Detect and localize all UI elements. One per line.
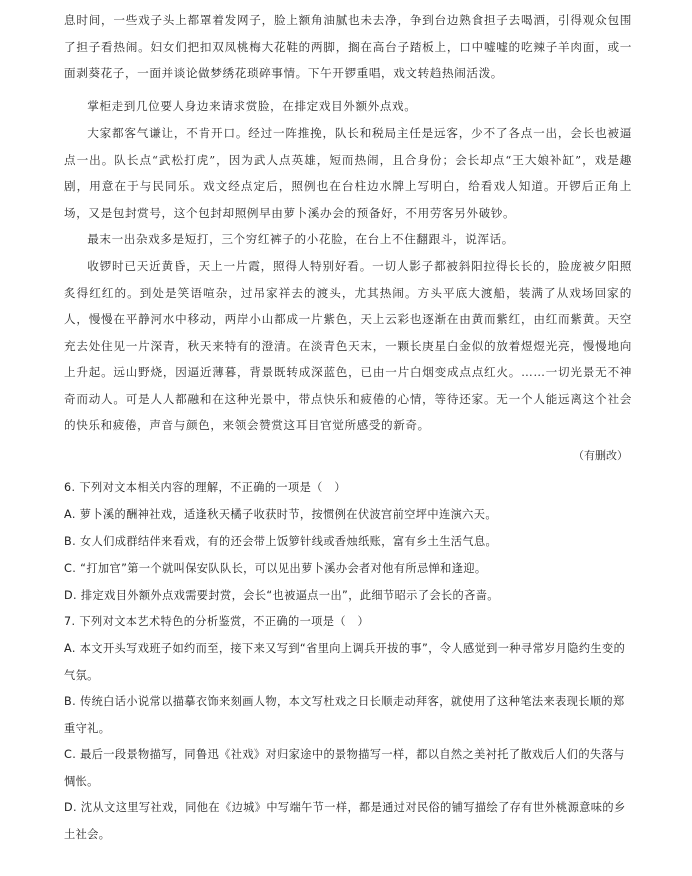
passage-paragraph-3: 大家都客气谦让，不肯开口。经过一阵推挽，队长和税局主任是远客，少不了各点一出，会长也被逼点一出。队长点“武松打虎”，因为武人点英雄，短而热闹，且合身份；会长却点“王大娘补缸”，戏是趣剧，用意在于与民同乐。戏文经点定后，照例也在台柱边水牌上写明白，给看戏人知道。开锣后正角上场，又是包封赏号，这个包封却照例早由萝卜溪办会的预备好，不用劳客另外破钞。 — [64, 126, 632, 220]
passage-paragraph-5: 收锣时已天近黄昏，天上一片霞，照得人特别好看。一切人影子都被斜阳拉得长长的，脸庞被夕阳照炙得红红的。到处是笑语喧杂，过吊家祥去的渡头，尤其热闹。方头平底大渡船，装满了从戏场回家的人，慢慢在平静河水中移动，两岸小山都成一片紫色，天上云彩也逐渐在由黄而紫红，由红而紫黄。天空充去处住见一片深青，秋天来特有的澄清。在淡青色天末，一颗长庚星白金似的放着煜煜光亮，慢慢地向上升起。远山野烧，因逼近薄暮，背景既转成深蓝色，已由一片白烟变成点点红火。……一切光景无不神奇而动人。可是人人都融和在这种光景中，带点快乐和疲倦的心情，等待还家。无一个人能远离这个社会的快乐和疲倦，声音与颜色，来领会赞赏这耳目官觉所感受的新奇。 — [64, 259, 632, 432]
question-7-option-d: D. 沈从文这里写社戏，同他在《边城》中写端午节一样，都是通过对民俗的铺写描绘了存有世外桃源意味的乡土社会。 — [64, 801, 626, 841]
question-6-stem: 6. 下列对文本相关内容的理解，不正确的一项是（ ） — [64, 481, 346, 494]
revision-note: （有删改） — [573, 449, 628, 462]
passage-paragraph-4: 最末一出杂戏多是短打，三个穷红裤子的小花脸，在台上不住翻跟斗，说浑话。 — [87, 232, 514, 246]
question-7-option-a: A. 本文开头写戏班子如约而至，接下来又写到“省里向上调兵开拔的事”，令人感觉到一种寻常岁月隐约生变的气氛。 — [64, 642, 626, 682]
question-7-stem: 7. 下列对文本艺术特色的分析鉴赏，不正确的一项是（ ） — [64, 615, 370, 628]
question-7-option-b: B. 传统白话小说常以描摹衣饰来刻画人物，本文写杜戏之日长顺走动拜客，就使用了这种笔法来表现长顺的郑重守礼。 — [64, 695, 625, 735]
question-6-option-a: A. 萝卜溪的酬神社戏，适逢秋天橘子收获时节，按惯例在伏波宫前空坪中连演六天。 — [64, 508, 497, 521]
passage-paragraph-1: 息时间，一些戏子头上都罩着发网子，脸上额角油腻也未去净，争到台边熟食担子去喝酒，引得观众包围了担子看热闹。妇女们把扣双凤桃梅大花鞋的两脚，搁在高台子踏板上，口中嘘嘘的吃辣子羊肉面，或一面剥葵花子，一面并谈论做梦绣花琐碎事情。下午开锣重唱，戏文转趋热闹活泼。 — [64, 13, 632, 80]
question-6-option-c: C. “打加官”第一个就叫保安队队长，可以见出萝卜溪办会者对他有所忌惮和逢迎。 — [64, 562, 487, 575]
question-7-option-c: C. 最后一段景物描写，同鲁迅《社戏》对归家途中的景物描写一样，都以自然之美衬托了散戏后人们的失落与惆怅。 — [64, 748, 625, 788]
passage-paragraph-2: 掌柜走到几位要人身边来请求赏脸，在排定戏目外额外点戏。 — [87, 99, 417, 113]
question-6-option-b: B. 女人们成群结伴来看戏，有的还会带上饭箩针线或香烛纸账，富有乡土生活气息。 — [64, 535, 498, 548]
question-6-option-d: D. 排定戏目外额外点戏需要封赏，会长“也被逼点一出”，此细节昭示了会长的吝啬。 — [64, 589, 499, 602]
